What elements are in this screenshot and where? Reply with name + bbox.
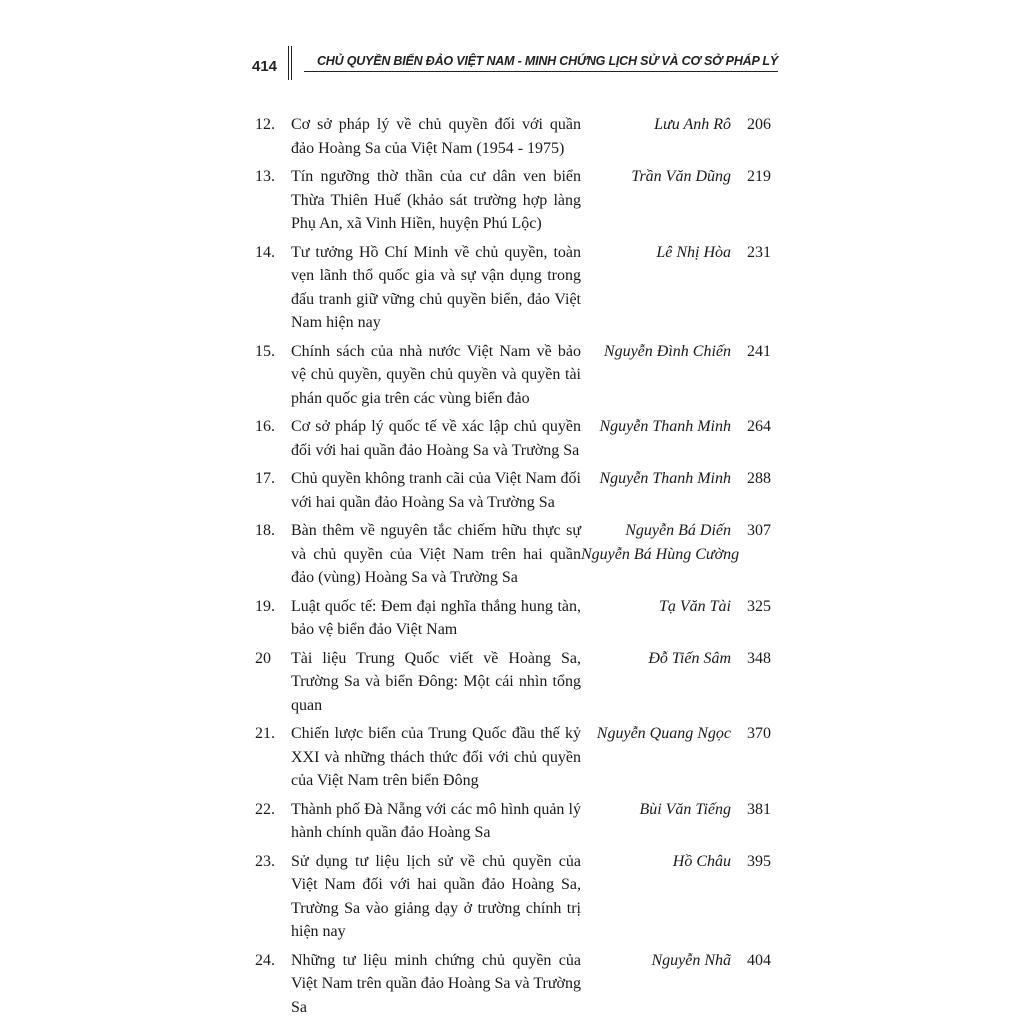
toc-entry (255, 241, 775, 335)
entry-number: 14. (255, 243, 275, 261)
entry-title: Sử dụng tư liệu lịch sử về chủ quyền của Việt Nam đối với hai quần đảo Hoàng Sa, Trường Sa vào giảng dạy ở trường chính trị hiện nay (291, 852, 581, 940)
entry-page-number: 206 (747, 116, 771, 133)
entry-authors (581, 113, 731, 137)
toc-entry (255, 467, 775, 514)
entry-page-number: 325 (747, 597, 771, 615)
toc-entry (255, 595, 775, 642)
entry-number: 22. (255, 800, 275, 818)
entry-authors (581, 467, 731, 491)
entry-author: Trần Văn Dũng (631, 168, 731, 185)
entry-page-number: 219 (747, 168, 771, 185)
entry-authors (581, 798, 731, 822)
toc-entry (255, 165, 775, 236)
entry-number: 15. (255, 342, 275, 360)
entry-authors (581, 519, 740, 566)
entry-number: 24. (255, 951, 275, 969)
entry-title: Tín ngưỡng thờ thần của cư dân ven biển Thừa Thiên Huế (khảo sát trường hợp làng Phụ An, xã Vinh Hiền, huyện Phú Lộc) (291, 168, 581, 232)
entry-authors (581, 949, 731, 973)
entry-author: Đỗ Tiến Sâm (648, 649, 731, 667)
entry-title: Luật quốc tế: Đem đại nghĩa thắng hung tàn, bảo vệ biển đảo Việt Nam (291, 597, 581, 638)
entry-title: Tài liệu Trung Quốc viết về Hoàng Sa, Trường Sa và biển Đông: Một cái nhìn tổng quan (291, 649, 581, 714)
entry-number: 12. (255, 116, 275, 133)
table-of-contents (255, 113, 775, 1024)
entry-title: Cơ sở pháp lý quốc tế về xác lập chủ quyền đối với hai quần đảo Hoàng Sa và Trường Sa (291, 418, 581, 459)
entry-author: Bùi Văn Tiếng (639, 800, 731, 818)
entry-number: 18. (255, 522, 275, 539)
entry-author: Nguyễn Nhã (651, 951, 731, 969)
entry-author: Hồ Châu (672, 852, 731, 870)
page-number: 414 (252, 58, 278, 75)
toc-entry (255, 647, 775, 718)
toc-entry (255, 340, 775, 411)
toc-entry (255, 113, 775, 160)
entry-title: Bàn thêm về nguyên tắc chiếm hữu thực sự và chủ quyền của Việt Nam trên hai quần đảo (vùng) Hoàng Sa và Trường Sa (291, 522, 581, 586)
entry-page-number: 307 (747, 522, 771, 539)
entry-page-number: 381 (747, 800, 771, 818)
entry-author: Nguyễn Bá Diến (625, 522, 731, 539)
entry-page-number: 404 (747, 951, 771, 969)
toc-entry (255, 798, 775, 845)
entry-number: 20 (255, 649, 271, 667)
entry-author: Nguyễn Thanh Minh (599, 418, 731, 435)
toc-entry (255, 519, 775, 590)
entry-authors (581, 415, 731, 439)
entry-title: Những tư liệu minh chứng chủ quyền của Việt Nam trên quần đảo Hoàng Sa và Trường Sa (291, 951, 581, 1016)
entry-title: Chủ quyền không tranh cãi của Việt Nam đối với hai quần đảo Hoàng Sa và Trường Sa (291, 470, 581, 511)
entry-page-number: 348 (747, 649, 771, 667)
entry-page-number: 370 (747, 725, 771, 742)
toc-entry (255, 949, 775, 1020)
running-title: CHỦ QUYỀN BIỂN ĐẢO VIỆT NAM - MINH CHỨNG LỊCH SỬ VÀ CƠ SỞ PHÁP LÝ (316, 54, 778, 68)
entry-authors (581, 722, 731, 746)
page-header (0, 0, 1024, 100)
entry-author: Tạ Văn Tài (658, 597, 731, 615)
toc-entry (255, 415, 775, 462)
entry-title: Chiến lược biển của Trung Quốc đầu thế kỷ XXI và những thách thức đối với chủ quyền của Việt Nam trên biển Đông (291, 725, 581, 789)
entry-page-number: 264 (747, 418, 771, 435)
entry-title: Tư tưởng Hồ Chí Minh về chủ quyền, toàn vẹn lãnh thổ quốc gia và sự vận dụng trong đấu tranh giữ vững chủ quyền biển, đảo Việt Nam hiện nay (291, 243, 581, 331)
entry-number: 13. (255, 168, 275, 185)
entry-author: Lê Nhị Hòa (656, 243, 731, 261)
entry-authors (581, 850, 731, 874)
header-rule (304, 71, 778, 72)
entry-title: Thành phố Đà Nẵng với các mô hình quản lý hành chính quần đảo Hoàng Sa (291, 800, 581, 841)
entry-author: Lưu Anh Rô (654, 116, 731, 133)
entry-title: Chính sách của nhà nước Việt Nam về bảo vệ chủ quyền, quyền chủ quyền và quyền tài phán quốc gia trên các vùng biển đảo (291, 342, 581, 407)
header-divider (288, 46, 292, 80)
toc-entry (255, 722, 775, 793)
toc-entry (255, 850, 775, 944)
entry-number: 21. (255, 725, 275, 742)
entry-author: Nguyễn Quang Ngọc (596, 725, 731, 742)
entry-number: 23. (255, 852, 275, 870)
entry-authors (581, 647, 731, 671)
entry-author: Nguyễn Đình Chiến (603, 342, 731, 360)
entry-page-number: 395 (747, 852, 771, 870)
entry-number: 17. (255, 470, 275, 487)
entry-number: 19. (255, 597, 275, 615)
entry-title: Cơ sở pháp lý về chủ quyền đối với quần đảo Hoàng Sa của Việt Nam (1954 - 1975) (291, 116, 581, 157)
entry-page-number: 231 (747, 243, 771, 261)
entry-authors (581, 241, 731, 265)
entry-page-number: 288 (747, 470, 771, 487)
entry-authors (581, 340, 731, 364)
entry-author: Nguyễn Thanh Minh (599, 470, 731, 487)
entry-authors (581, 165, 731, 189)
entry-number: 16. (255, 418, 275, 435)
entry-page-number: 241 (747, 342, 771, 360)
entry-authors (581, 595, 731, 619)
entry-author: Nguyễn Bá Hùng Cường (581, 545, 740, 563)
